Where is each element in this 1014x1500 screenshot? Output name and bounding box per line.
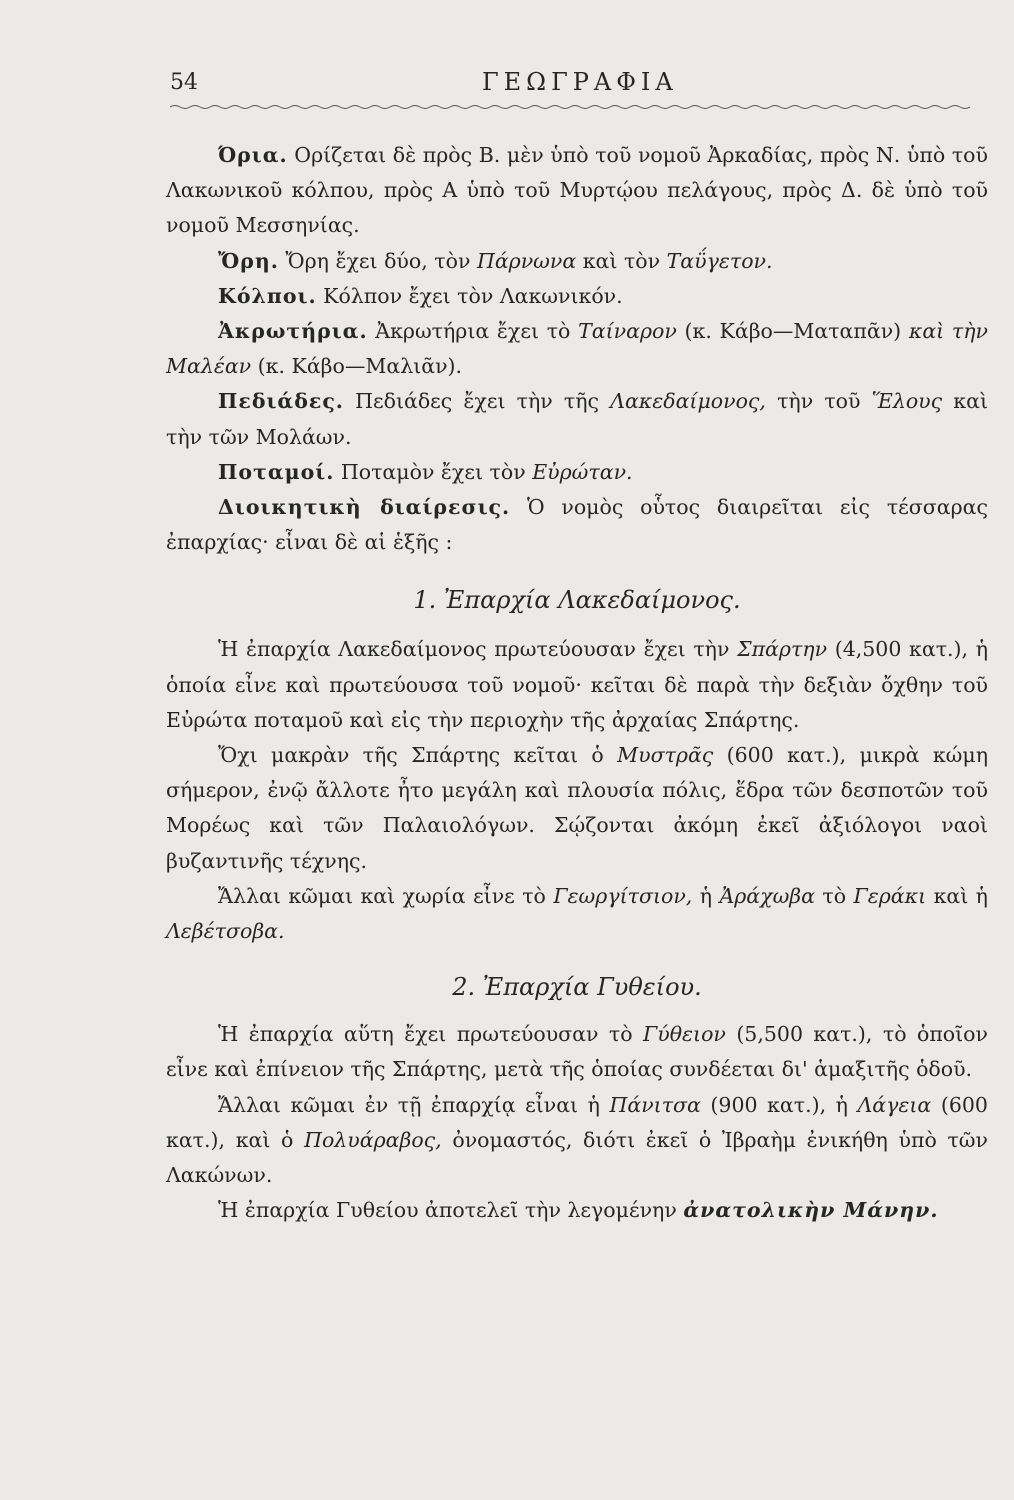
text-s2p1-1: Ἡ ἐπαρχία αὕτη ἔχει πρωτεύουσαν τὸ [218, 1022, 633, 1047]
text-s1p3-3: τὸ [822, 883, 847, 908]
paragraph-lakedaimon-2 [166, 738, 988, 879]
paragraph-akrotiria [166, 314, 988, 384]
paragraph-gytheio-1 [166, 1017, 988, 1087]
text-pediades-2: τὴν τοῦ [777, 389, 861, 414]
paragraph-potamoi [166, 455, 988, 490]
paragraph-gytheio-2 [166, 1088, 988, 1194]
text-s1p1-2: (4,500 κατ.), ἡ ὁποία εἶνε καὶ πρωτεύουσα τοῦ νομοῦ· κεῖται δὲ παρὰ τὴν δεξιὰν ὄχθην τοῦ Εὐρώτα ποταμοῦ καὶ εἰς τὴν περιοχὴν τῆς ἀρχαίας Σπάρτης. [166, 637, 988, 732]
text-s1p3-1: Ἄλλαι κῶμαι καὶ χωρία εἶνε τὸ [218, 883, 546, 908]
name-elos: Ἕλους [871, 389, 943, 414]
name-gytheion: Γύθειον [643, 1022, 726, 1047]
text-dioikitiki: Ὁ νομὸς οὗτος διαιρεῖται εἰς τέσσαρας ἐπαρχίας· εἶναι δὲ αἱ ἑξῆς : [166, 495, 988, 555]
paragraph-dioikitiki [166, 490, 988, 560]
text-pediades-3: καὶ τὴν τῶν Μολάων. [166, 389, 988, 449]
name-geraki: Γεράκι [853, 883, 927, 908]
text-ori: Ὄρη ἔχει δύο, τὸν [285, 248, 471, 273]
name-georgitsion: Γεωργίτσιον, [553, 883, 693, 908]
name-anatoliki-mani: ἀνατολικὴν Μάνην. [683, 1198, 939, 1223]
paragraph-lakedaimon-3 [166, 879, 988, 949]
text-s1p1-1: Ἡ ἐπαρχία Λακεδαίμονος πρωτεύουσαν ἔχει τὴν [218, 637, 730, 662]
text-s1p3-2: ἡ [699, 883, 713, 908]
paragraph-oria [166, 138, 988, 244]
label-pediades: Πεδιάδες. [218, 389, 344, 414]
text-s1p2-2: (600 κατ.), μικρὰ κώμη σήμερον, ἐνῷ ἄλλοτε ἦτο μεγάλη καὶ πλουσία πόλις, ἕδρα τῶν δεσποτῶν τοῦ Μορέως καὶ τῶν Παλαιολόγων. Σῴζονται ἀκόμη ἐκεῖ ἀξιόλογοι ναοὶ βυζαντινῆς τέχνης. [166, 743, 988, 873]
name-taygetos: Ταΰγετον. [666, 248, 773, 273]
text-akrotiria-3: (κ. Κάβο—Μαλιᾶν). [257, 354, 463, 379]
text-s2p3-1: Ἡ ἐπαρχία Γυθείου ἀποτελεῖ τὴν λεγομένην [218, 1198, 677, 1223]
text-akrotiria-conj: καὶ τὴν [908, 319, 988, 344]
label-oria: Όρια. [218, 143, 288, 167]
paragraph-ori [166, 244, 988, 279]
text-pediades-1: Πεδιάδες ἔχει τὴν τῆς [355, 389, 599, 414]
text-s2p2-1: Ἄλλαι κῶμαι ἐν τῇ ἐπαρχίᾳ εἶναι ἡ [218, 1092, 600, 1117]
name-tainaron: Ταίναρον [578, 319, 677, 344]
name-arachova: Ἀράχωβα [719, 883, 815, 908]
text-s1p3-4: καὶ ἡ [933, 883, 988, 908]
label-potamoi: Ποταμοί. [218, 459, 335, 484]
text-kolpoi: Κόλπον ἔχει τὸν Λακωνικόν. [323, 283, 623, 308]
header-rule [170, 104, 970, 110]
page-number: 54 [170, 70, 198, 95]
label-kolpoi: Κόλποι. [218, 283, 317, 308]
text-oria: Ορίζεται δὲ πρὸς Β. μὲν ὑπὸ τοῦ νομοῦ Ἀρκαδίας, πρὸς Ν. ὑπὸ τοῦ Λακωνικοῦ κόλπου, πρὸς Α ὑπὸ τοῦ Μυρτῴου πελάγους, πρὸς Δ. δὲ ὑπὸ τοῦ νομοῦ Μεσσηνίας. [166, 143, 988, 238]
name-sparti: Σπάρτην [737, 637, 828, 662]
text-s2p2-2: (900 κατ.), ἡ [710, 1092, 848, 1117]
paragraph-kolpoi [166, 279, 988, 314]
section-heading-lakedaimon: 1. Ἐπαρχία Λακεδαίμονος. [413, 586, 741, 615]
name-eurotas: Εὐρώταν. [532, 459, 633, 484]
paragraph-pediades [166, 384, 988, 454]
name-lakedaimon: Λακεδαίμονος, [610, 389, 766, 414]
running-title: ΓΕΩΓΡΑΦΙΑ [482, 68, 678, 96]
name-malea: Μαλέαν [166, 354, 252, 379]
name-panitsa: Πάνιτσα [609, 1092, 701, 1117]
label-dioikitiki: Διοικητικὴ διαίρεσις. [218, 495, 511, 520]
name-parnon: Πάρνωνα [476, 248, 577, 273]
section-heading-gytheio: 2. Ἐπαρχία Γυθείου. [452, 973, 702, 1002]
text-ori-conj: καὶ τὸν [582, 248, 661, 273]
name-mystras: Μυστρᾶς [617, 743, 714, 768]
paragraph-gytheio-3 [166, 1193, 988, 1228]
text-s2p1-2: (5,500 κατ.), τὸ ὁποῖον εἶνε καὶ ἐπίνειον τῆς Σπάρτης, μετὰ τῆς ὁποίας συνδέεται δι' ἁμαξιτῆς ὁδοῦ. [166, 1022, 988, 1082]
text-akrotiria-1: Ἀκρωτήρια ἔχει τὸ [375, 319, 571, 344]
text-s2p2-3: (600 κατ.), καὶ ὁ [166, 1092, 988, 1152]
name-lageia: Λάγεια [857, 1092, 932, 1117]
text-akrotiria-2: (κ. Κάβο—Ματαπᾶν) [684, 319, 902, 344]
page-header [170, 70, 990, 102]
name-polyaravos: Πολυάραβος, [304, 1127, 442, 1152]
label-ori: Ὄρη. [218, 248, 279, 273]
label-akrotiria: Ἀκρωτήρια. [218, 319, 368, 344]
name-levetsova: Λεβέτσοβα. [166, 919, 285, 944]
paragraph-lakedaimon-1 [166, 632, 988, 738]
text-potamoi: Ποταμὸν ἔχει τὸν [340, 459, 526, 484]
text-s1p2-1: Ὄχι μακρὰν τῆς Σπάρτης κεῖται ὁ [218, 743, 604, 768]
text-s2p2-4: ὀνομαστός, διότι ἐκεῖ ὁ Ἰβραὴμ ἐνικήθη ὑπὸ τῶν Λακώνων. [166, 1127, 988, 1188]
page-body [166, 138, 988, 1228]
